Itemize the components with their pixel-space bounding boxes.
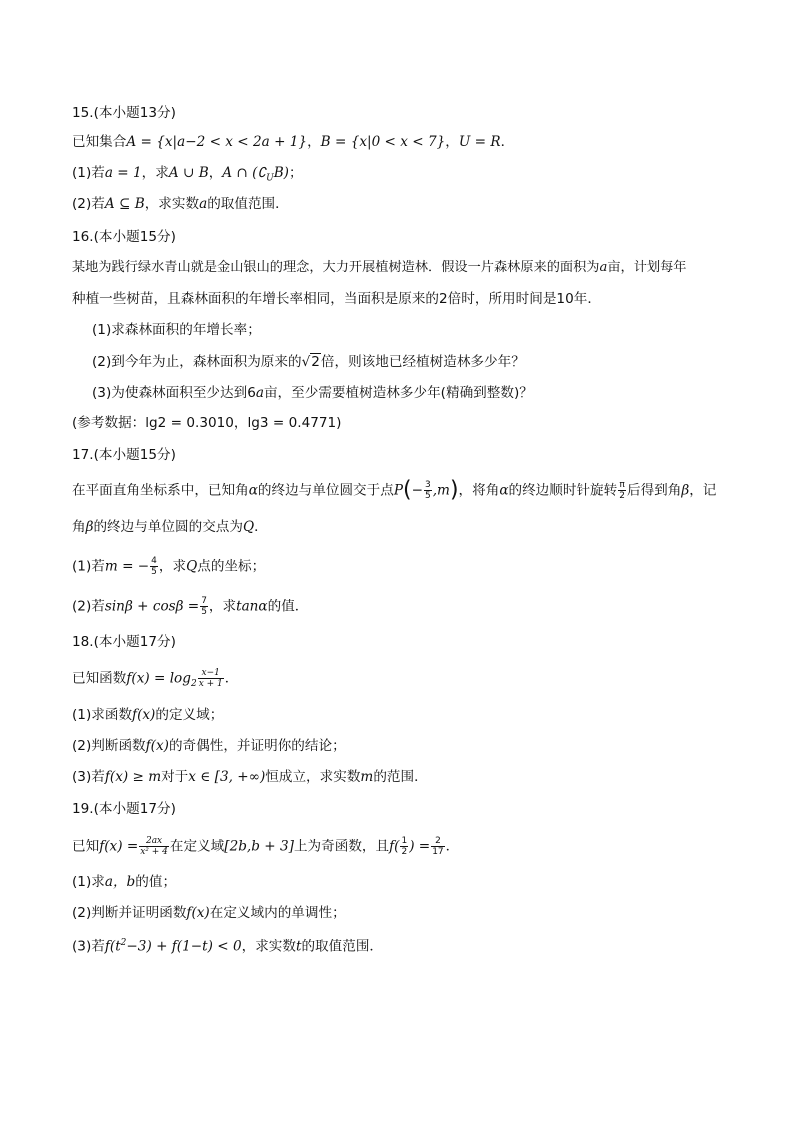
text: 的值； [135, 874, 177, 890]
numerator: 1 [401, 836, 408, 846]
fraction [150, 556, 158, 577]
text: ． [254, 519, 268, 535]
numerator: π [619, 480, 625, 490]
math: U = R [458, 134, 501, 150]
denominator: 5 [424, 491, 431, 501]
text: 点的坐标； [197, 558, 266, 575]
numerator: 4 [151, 556, 157, 566]
math: −3) + f(1−t) < 0 [126, 938, 242, 955]
denominator: 5 [151, 567, 157, 577]
text: 的终边顺时针旋转 [508, 482, 618, 499]
q18-header: 18.(本小题17分) [72, 634, 176, 650]
math: a [255, 385, 264, 401]
text: (1)若 [72, 558, 105, 575]
math: α [248, 482, 258, 499]
math: A = {x|a−2 < x < 2a + 1} [126, 134, 308, 150]
text: ，求实数 [144, 196, 200, 212]
numerator: 3 [424, 480, 431, 490]
text: 的值． [267, 598, 309, 615]
math: ,m [432, 482, 450, 499]
text: ， [445, 134, 459, 150]
math: f(x) [186, 905, 210, 921]
text: (2)判断函数 [72, 738, 146, 754]
denominator: 2 [619, 491, 625, 501]
text: 的取值范围． [301, 938, 384, 955]
math: α [499, 482, 509, 499]
q19-part2 [72, 903, 346, 923]
text: 的定义域； [155, 707, 224, 723]
text: ． [224, 670, 239, 687]
text: 亩，计划每年 [607, 260, 687, 275]
text: ，求 [208, 598, 237, 615]
text: 在平面直角坐标系中，已知角 [72, 482, 249, 499]
q16-reference-data: (参考数据：lg2 = 0.3010，lg3 = 0.4771) [72, 415, 342, 431]
math: sinβ + cosβ = [104, 598, 200, 615]
q17-header: 17.(本小题15分) [72, 447, 176, 463]
text: 的终边与单位圆的交点为 [93, 519, 243, 535]
q19-header: 19.(本小题17分) [72, 801, 176, 817]
q18-part3 [72, 767, 428, 787]
numerator: 7 [201, 596, 207, 606]
math: β [85, 519, 94, 535]
text: 倍，则该地已经植树造林多少年？ [320, 354, 525, 370]
math: m = − [104, 558, 150, 575]
math: m [360, 769, 374, 785]
math: f( [389, 838, 400, 855]
math: 2 [311, 354, 320, 370]
text: 在定义域 [169, 838, 225, 855]
math-sub: 2 [190, 679, 197, 690]
q16-header: 16.(本小题15分) [72, 229, 176, 245]
math: β [681, 482, 690, 499]
fraction [200, 596, 208, 617]
text: ， [208, 165, 223, 181]
text: 后得到角 [626, 482, 682, 499]
text: ； [288, 165, 303, 181]
q19-part1 [72, 872, 176, 892]
denominator: 2 [401, 847, 408, 857]
text: ，将角 [458, 482, 500, 499]
text: ，记 [689, 482, 717, 499]
text: ，求 [141, 165, 169, 181]
q15-part1 [72, 163, 303, 189]
math: − [411, 482, 423, 499]
denominator: 5 [201, 607, 207, 617]
text: 在定义域内的单调性； [209, 905, 346, 921]
math: f(x) [145, 738, 169, 754]
text: (3)若 [72, 769, 105, 785]
fraction [139, 836, 169, 857]
text: (2)若 [72, 196, 105, 212]
q17-part2 [72, 596, 308, 617]
math: t [295, 938, 302, 955]
math: Q [186, 558, 198, 575]
fraction [424, 480, 432, 501]
text: 已知集合 [72, 134, 127, 150]
q15-header: 15.(本小题13分) [72, 105, 176, 121]
math: f(t [104, 938, 121, 955]
q17-stem-line2 [72, 517, 268, 537]
q17-part1 [72, 556, 265, 577]
text: (3)为使森林面积至少达到6 [92, 385, 256, 401]
fraction [618, 480, 626, 501]
math: a，b [104, 874, 136, 890]
denominator: 17 [432, 847, 444, 857]
text: 的取值范围． [207, 196, 289, 212]
text: (1)若 [72, 165, 105, 181]
fraction [198, 668, 224, 689]
numerator: 2 [431, 836, 444, 847]
text: ， [307, 134, 321, 150]
text: ． [500, 134, 515, 150]
math: f(x) ≥ m [104, 769, 162, 785]
text: 的范围． [373, 769, 428, 785]
text: 的奇偶性，并证明你的结论； [168, 738, 346, 754]
text: 上为奇函数，且 [293, 838, 390, 855]
math-sup: 2 [120, 938, 127, 948]
math: A ⊆ B [104, 196, 145, 212]
fraction [400, 836, 408, 857]
text: (2)若 [72, 598, 105, 615]
math: tanα [236, 598, 268, 615]
text: 对于 [161, 769, 189, 785]
text: 的终边与单位圆交于点 [257, 482, 394, 499]
text: (2)到今年为止，森林面积为原来的 [92, 354, 302, 370]
q18-part1 [72, 705, 223, 725]
text: ． [445, 838, 460, 855]
q16-part2 [92, 352, 525, 372]
math-sub: U [266, 173, 274, 184]
text: 角 [72, 519, 86, 535]
math: a = 1 [104, 165, 142, 181]
text: ，求 [158, 558, 187, 575]
math: P [393, 482, 403, 499]
math: Q [242, 519, 255, 535]
math: ) = [409, 838, 431, 855]
text: 已知函数 [72, 670, 127, 687]
text: (3)若 [72, 938, 105, 955]
q15-part2 [72, 194, 289, 214]
text: (1)求函数 [72, 707, 133, 723]
text: 已知 [72, 838, 100, 855]
math: B = {x|0 < x < 7} [320, 134, 446, 150]
text: ，求实数 [241, 938, 296, 955]
math: f(x) = [99, 838, 139, 855]
math: A ∪ B [168, 165, 209, 181]
q15-stem [72, 132, 514, 152]
text: (2)判断并证明函数 [72, 905, 187, 921]
math: f(x) = log [126, 670, 191, 687]
numerator: 2ax [139, 836, 169, 847]
q19-part3 [72, 933, 383, 957]
math: a [599, 260, 608, 275]
q16-part1: (1)求森林面积的年增长率； [92, 322, 261, 338]
math: f(x) [132, 707, 156, 723]
q16-stem-line2: 种植一些树苗，且森林面积的年增长率相同，当面积是原来的2倍时，所用时间是10年． [72, 291, 601, 307]
q16-part3 [92, 383, 533, 403]
text: 亩，至少需要植树造林多少年(精确到整数)？ [263, 385, 533, 401]
math: [2b,b + 3] [224, 838, 294, 855]
text: (1)求 [72, 874, 105, 890]
text: 恒成立，求实数 [265, 769, 361, 785]
paren-open: ( [403, 477, 412, 503]
math: B) [273, 165, 289, 181]
q18-stem [72, 668, 238, 694]
q16-stem-line1 [72, 258, 687, 278]
math: x ∈ [3, +∞) [188, 769, 266, 785]
paren-close: ) [449, 477, 459, 503]
q19-stem [72, 836, 459, 857]
math: a [199, 196, 208, 212]
sqrt-symbol: √ [301, 354, 311, 370]
denominator: x² + 4 [140, 847, 168, 857]
fraction [431, 836, 444, 857]
q17-stem-line1 [72, 477, 717, 503]
q18-part2 [72, 736, 346, 756]
numerator: x−1 [198, 668, 224, 679]
denominator: x + 1 [198, 679, 223, 689]
math: A ∩ (∁ [222, 165, 267, 181]
text: 某地为践行绿水青山就是金山银山的理念，大力开展植树造林．假设一片森林原来的面积为 [72, 260, 600, 275]
